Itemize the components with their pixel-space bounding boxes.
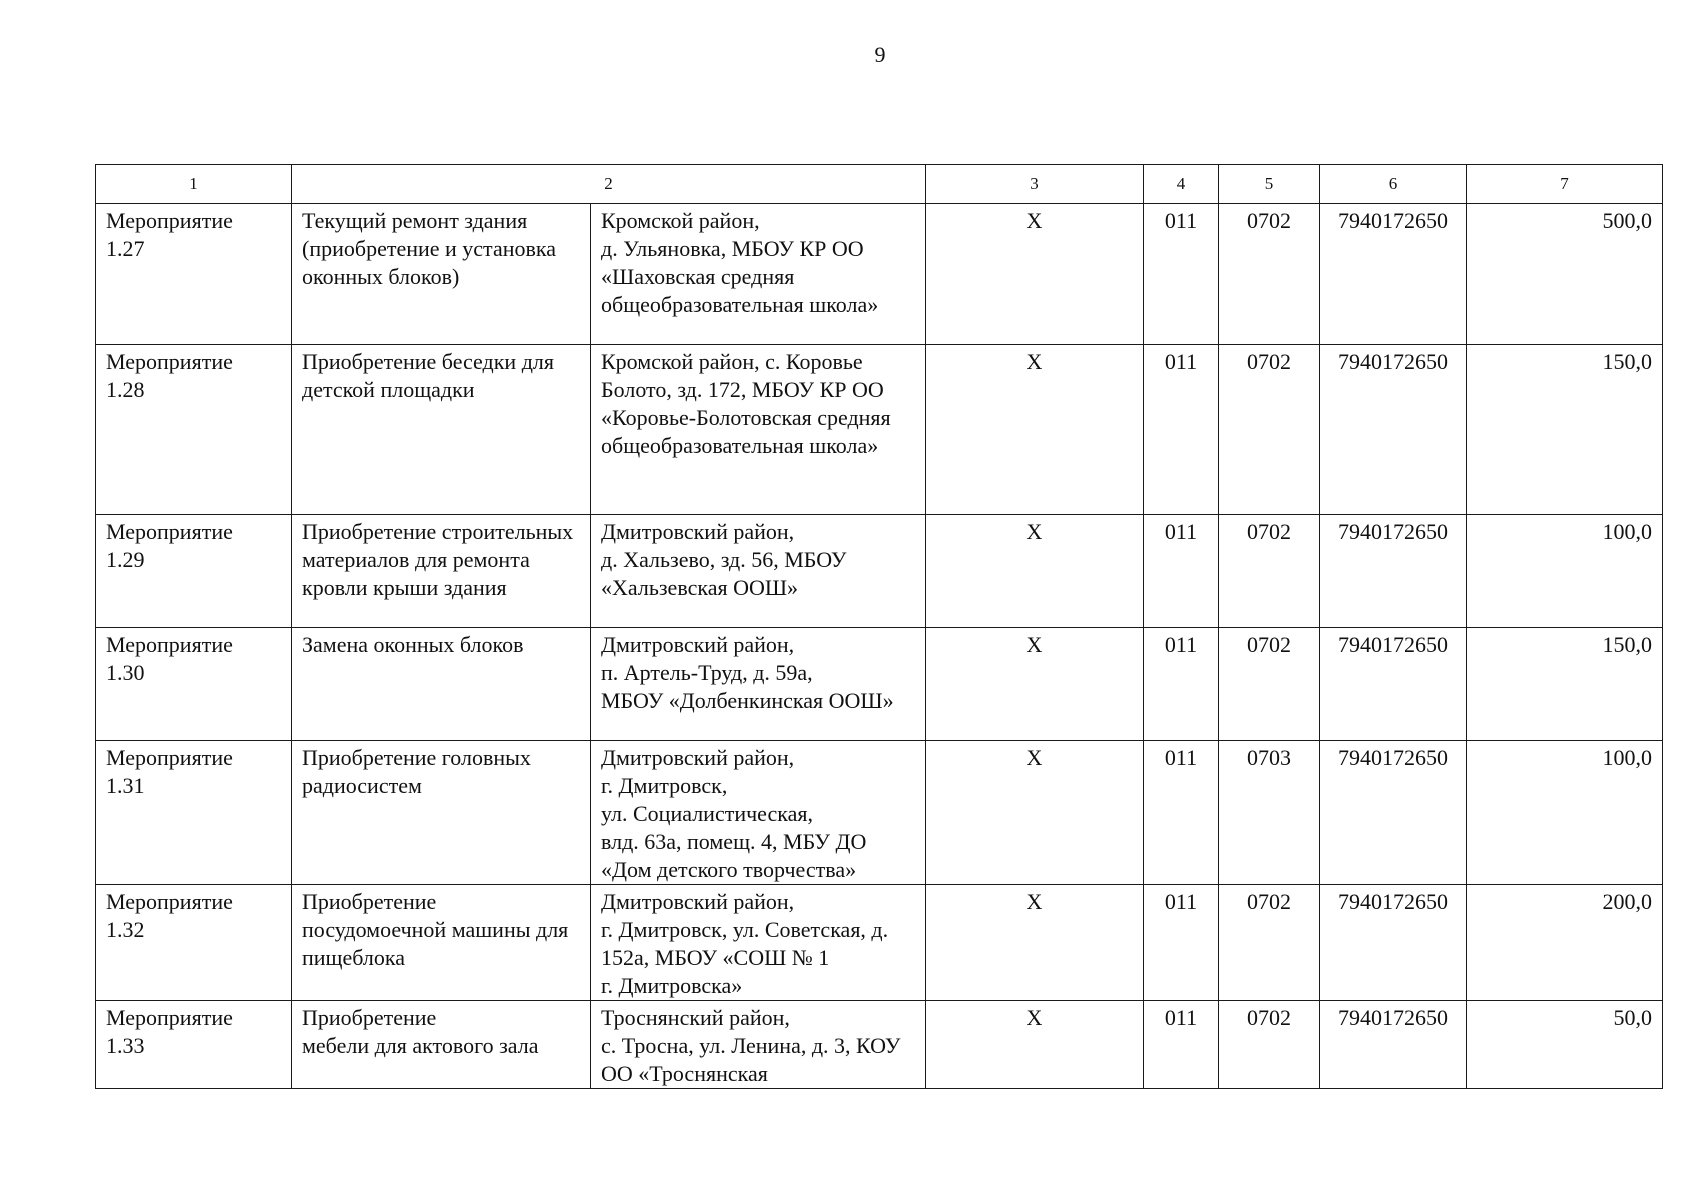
row-section: 0702 (1219, 628, 1320, 741)
row-name: Приобретение мебели для актового зала (292, 1001, 591, 1089)
row-address: Дмитровский район, д. Хальзево, зд. 56, МБОУ «Хальзевская ООШ» (591, 515, 926, 628)
header-col-5: 5 (1219, 165, 1320, 204)
table-row (96, 345, 1663, 515)
row-code: 011 (1144, 1001, 1219, 1089)
row-address: Дмитровский район, г. Дмитровск, ул. Советская, д. 152а, МБОУ «СОШ № 1 г. Дмитровска» (591, 885, 926, 1001)
row-id: Мероприятие 1.28 (96, 345, 292, 515)
row-article: 7940172650 (1320, 1001, 1467, 1089)
row-name: Приобретение головных радиосистем (292, 741, 591, 885)
row-name: Замена оконных блоков (292, 628, 591, 741)
row-address: Дмитровский район, г. Дмитровск, ул. Социалистическая, влд. 63а, помещ. 4, МБУ ДО «Дом детского творчества» (591, 741, 926, 885)
row-mark: Х (926, 204, 1144, 345)
row-code: 011 (1144, 204, 1219, 345)
header-col-3: 3 (926, 165, 1144, 204)
row-code: 011 (1144, 885, 1219, 1001)
header-col-2: 2 (292, 165, 926, 204)
row-article: 7940172650 (1320, 204, 1467, 345)
row-section: 0702 (1219, 515, 1320, 628)
row-amount: 100,0 (1467, 515, 1663, 628)
table-row (96, 628, 1663, 741)
row-mark: Х (926, 741, 1144, 885)
row-amount: 100,0 (1467, 741, 1663, 885)
header-row (96, 165, 1663, 204)
row-id: Мероприятие 1.31 (96, 741, 292, 885)
row-name: Приобретение строительных материалов для ремонта кровли крыши здания (292, 515, 591, 628)
row-amount: 150,0 (1467, 628, 1663, 741)
table-row (96, 741, 1663, 885)
row-section: 0702 (1219, 1001, 1320, 1089)
row-section: 0702 (1219, 204, 1320, 345)
row-code: 011 (1144, 515, 1219, 628)
row-code: 011 (1144, 628, 1219, 741)
row-address: Троснянский район, с. Тросна, ул. Ленина, д. 3, КОУ ОО «Троснянская (591, 1001, 926, 1089)
row-name: Приобретение посудомоечной машины для пищеблока (292, 885, 591, 1001)
row-section: 0702 (1219, 885, 1320, 1001)
row-id: Мероприятие 1.27 (96, 204, 292, 345)
header-col-1: 1 (96, 165, 292, 204)
row-section: 0702 (1219, 345, 1320, 515)
row-amount: 200,0 (1467, 885, 1663, 1001)
row-mark: Х (926, 628, 1144, 741)
row-id: Мероприятие 1.32 (96, 885, 292, 1001)
row-address: Кромской район, д. Ульяновка, МБОУ КР ОО «Шаховская средняя общеобразовательная школа» (591, 204, 926, 345)
table-row (96, 204, 1663, 345)
row-amount: 500,0 (1467, 204, 1663, 345)
row-article: 7940172650 (1320, 741, 1467, 885)
header-col-6: 6 (1320, 165, 1467, 204)
row-mark: Х (926, 1001, 1144, 1089)
row-amount: 150,0 (1467, 345, 1663, 515)
row-mark: Х (926, 345, 1144, 515)
header-col-7: 7 (1467, 165, 1663, 204)
row-id: Мероприятие 1.30 (96, 628, 292, 741)
row-amount: 50,0 (1467, 1001, 1663, 1089)
table-row (96, 515, 1663, 628)
row-code: 011 (1144, 345, 1219, 515)
row-address: Дмитровский район, п. Артель-Труд, д. 59а, МБОУ «Долбенкинская ООШ» (591, 628, 926, 741)
row-mark: Х (926, 515, 1144, 628)
row-section: 0703 (1219, 741, 1320, 885)
table-body (96, 204, 1663, 1089)
row-code: 011 (1144, 741, 1219, 885)
row-address: Кромской район, с. Коровье Болото, зд. 172, МБОУ КР ОО «Коровье-Болотовская средняя общеобразовательная школа» (591, 345, 926, 515)
row-article: 7940172650 (1320, 628, 1467, 741)
table-row (96, 885, 1663, 1001)
row-article: 7940172650 (1320, 515, 1467, 628)
table-row (96, 1001, 1663, 1089)
row-name: Приобретение беседки для детской площадки (292, 345, 591, 515)
row-mark: Х (926, 885, 1144, 1001)
row-id: Мероприятие 1.33 (96, 1001, 292, 1089)
row-id: Мероприятие 1.29 (96, 515, 292, 628)
header-col-4: 4 (1144, 165, 1219, 204)
budget-table (95, 164, 1663, 1089)
row-name: Текущий ремонт здания (приобретение и установка оконных блоков) (292, 204, 591, 345)
row-article: 7940172650 (1320, 345, 1467, 515)
page-number: 9 (874, 42, 886, 67)
row-article: 7940172650 (1320, 885, 1467, 1001)
